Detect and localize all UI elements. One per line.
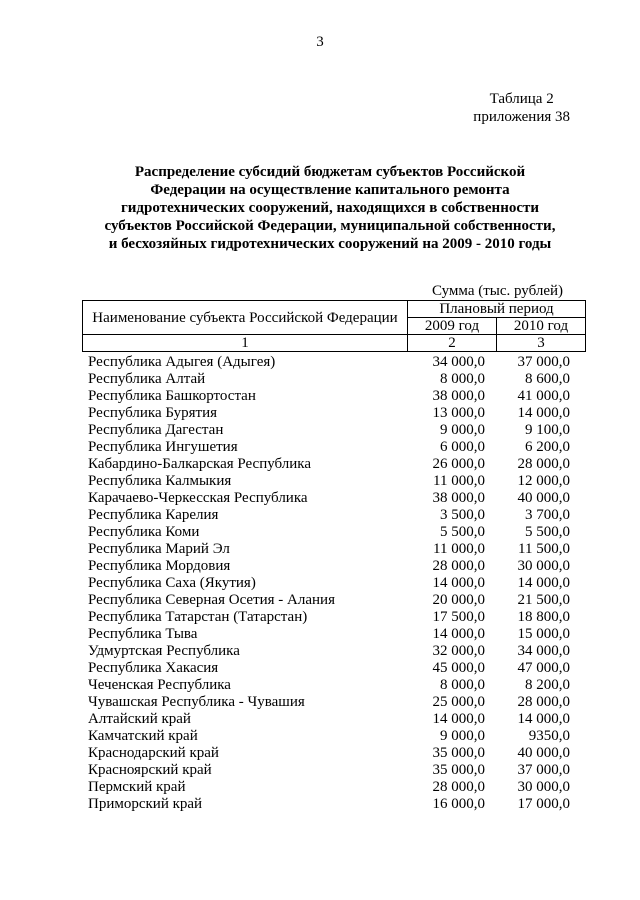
amount-2009: 11 000,0 [433,473,485,489]
amount-2010: 30 000,0 [517,558,570,574]
subject-name: Карачаево-Черкесская Республика [88,490,308,506]
amount-2010: 40 000,0 [517,745,570,761]
title-line: гидротехнических сооружений, находящихся в собственности [120,200,540,216]
table-row [88,456,570,473]
amount-2010: 12 000,0 [517,473,570,489]
amount-2010: 30 000,0 [517,779,570,795]
table-header [82,300,586,352]
subject-name: Республика Ингушетия [88,439,238,455]
table-row [88,575,570,592]
table-row [88,490,570,507]
amount-2009: 14 000,0 [432,711,485,727]
sum-unit-label: Сумма (тыс. рублей) [432,283,564,299]
amount-2009: 11 000,0 [433,541,485,557]
amount-2010: 17 000,0 [517,796,570,812]
table-row [88,473,570,490]
table-row [88,354,570,371]
amount-2010: 37 000,0 [517,762,570,778]
amount-2009: 8 000,0 [440,677,485,693]
amount-2009: 13 000,0 [432,405,485,421]
subject-name: Республика Тыва [88,626,198,642]
table-row [88,660,570,677]
subject-name: Пермский край [88,779,186,795]
table-row [88,541,570,558]
subject-name: Республика Хакасия [88,660,219,676]
header-planning-period: Плановый период [408,301,586,318]
amount-2010: 11 500,0 [518,541,570,557]
table-row [88,745,570,762]
amount-2009: 45 000,0 [432,660,485,676]
table-row [88,524,570,541]
table-row [88,694,570,711]
amount-2010: 3 700,0 [525,507,570,523]
title-line: Распределение субсидий бюджетам субъектов Российской [134,164,526,180]
amount-2010: 8 200,0 [525,677,570,693]
subject-name: Республика Дагестан [88,422,224,438]
amount-2010: 14 000,0 [517,575,570,591]
subject-name: Республика Карелия [88,507,219,523]
table-row [88,439,570,456]
table-reference [473,90,570,126]
page-number: 3 [316,34,324,50]
subject-name: Республика Адыгея (Адыгея) [88,354,276,370]
subject-name: Республика Марий Эл [88,541,230,557]
subject-name: Республика Калмыкия [88,473,232,489]
table-row [88,558,570,575]
amount-2009: 6 000,0 [440,439,485,455]
amount-2010: 8 600,0 [525,371,570,387]
table-row [88,592,570,609]
title-line: Федерации на осуществление капитального ремонта [150,182,510,198]
subject-name: Приморский край [88,796,203,812]
table-row [88,626,570,643]
subject-name: Республика Мордовия [88,558,231,574]
subject-name: Республика Башкортостан [88,388,256,404]
table-row [88,779,570,796]
table-row [88,728,570,745]
subject-name: Республика Саха (Якутия) [88,575,256,591]
subject-name: Удмуртская Республика [88,643,240,659]
amount-2010: 15 000,0 [517,626,570,642]
subject-name: Республика Алтай [88,371,206,387]
amount-2010: 34 000,0 [517,643,570,659]
table-row [88,711,570,728]
subject-name: Камчатский край [88,728,198,744]
amount-2010: 14 000,0 [517,405,570,421]
table-row [88,609,570,626]
subject-name: Республика Татарстан (Татарстан) [88,609,308,625]
amount-2010: 9350,0 [528,728,570,744]
subject-name: Чувашская Республика - Чувашия [88,694,305,710]
subject-name: Кабардино-Балкарская Республика [88,456,312,472]
amount-2010: 9 100,0 [525,422,570,438]
table-row [88,422,570,439]
amount-2010: 37 000,0 [517,354,570,370]
document-title [80,163,580,253]
header-col-number-1: 1 [83,335,408,352]
table-row [88,507,570,524]
subject-name: Красноярский край [88,762,212,778]
table-reference-line2: приложения 38 [473,109,570,125]
amount-2009: 34 000,0 [432,354,485,370]
subject-name: Республика Бурятия [88,405,218,421]
table-row [88,796,570,813]
table-reference-line1: Таблица 2 [489,91,554,107]
amount-2010: 18 800,0 [517,609,570,625]
amount-2010: 5 500,0 [525,524,570,540]
amount-2009: 35 000,0 [432,745,485,761]
amount-2010: 28 000,0 [517,694,570,710]
amount-2009: 38 000,0 [432,490,485,506]
amount-2009: 14 000,0 [432,575,485,591]
subject-name: Республика Коми [88,524,200,540]
title-line: субъектов Российской Федерации, муниципальной собственности, [104,218,556,234]
amount-2010: 41 000,0 [517,388,570,404]
amount-2010: 21 500,0 [517,592,570,608]
amount-2009: 16 000,0 [432,796,485,812]
table-row [88,371,570,388]
amount-2010: 47 000,0 [517,660,570,676]
subject-name: Краснодарский край [88,745,219,761]
header-subject-name: Наименование субъекта Российской Федерации [83,301,408,335]
amount-2009: 35 000,0 [432,762,485,778]
subject-name: Чеченская Республика [88,677,231,693]
amount-2009: 26 000,0 [432,456,485,472]
table-row [88,677,570,694]
amount-2010: 6 200,0 [525,439,570,455]
table-row [88,405,570,422]
header-year-2010: 2010 год [497,318,586,335]
amount-2010: 40 000,0 [517,490,570,506]
header-col-number-3: 3 [497,335,586,352]
amount-2009: 9 000,0 [440,728,485,744]
amount-2009: 25 000,0 [432,694,485,710]
amount-2009: 20 000,0 [432,592,485,608]
amount-2009: 28 000,0 [432,779,485,795]
table-row [88,643,570,660]
amount-2009: 5 500,0 [440,524,485,540]
amount-2010: 28 000,0 [517,456,570,472]
amount-2010: 14 000,0 [517,711,570,727]
subsidy-table-body [88,354,570,813]
title-line: и бесхозяйных гидротехнических сооружений на 2009 - 2010 годы [108,236,552,252]
amount-2009: 9 000,0 [440,422,485,438]
amount-2009: 38 000,0 [432,388,485,404]
header-year-2009: 2009 год [408,318,497,335]
table-row [88,762,570,779]
amount-2009: 17 500,0 [432,609,485,625]
header-col-number-2: 2 [408,335,497,352]
amount-2009: 8 000,0 [440,371,485,387]
table-row [88,388,570,405]
subject-name: Алтайский край [88,711,191,727]
subject-name: Республика Северная Осетия - Алания [88,592,335,608]
amount-2009: 28 000,0 [432,558,485,574]
amount-2009: 14 000,0 [432,626,485,642]
amount-2009: 32 000,0 [432,643,485,659]
amount-2009: 3 500,0 [440,507,485,523]
